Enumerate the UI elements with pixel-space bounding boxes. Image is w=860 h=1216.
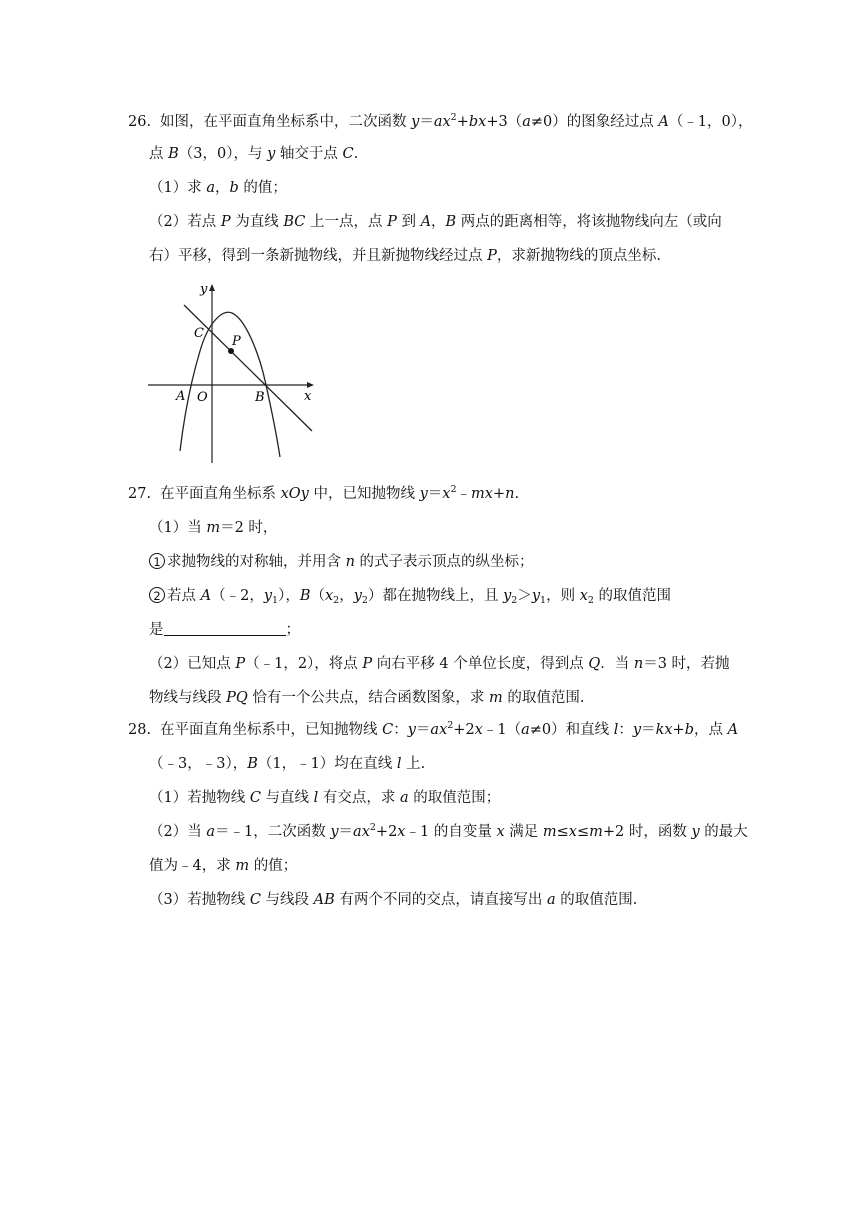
q26-stem-line1: 如图，在平面直角坐标系中，二次函数 $y=ax^2+bx+3(a\ne 0)$的图象经过点 A（﹣1，0）， xyxy=(160,112,753,130)
q28-number: 28. xyxy=(128,722,152,738)
o-label: O xyxy=(197,390,208,405)
q28-part1: （1）若抛物线 C 与直线 l 有交点，求 a 的取值范围； xyxy=(149,790,501,806)
q28-stem-line1: 在平面直角坐标系中，已知抛物线 C：$y=ax^2+2x﹣1(a\ne 0)$和直线 l：y＝kx+b，点 A xyxy=(160,720,739,738)
answer-blank[interactable] xyxy=(164,621,286,636)
q26-figure xyxy=(142,281,322,467)
q26-stem-line2: 点 B（3，0），与 y 轴交于点 C. xyxy=(149,146,359,162)
line-bc xyxy=(184,305,312,431)
q27-part2-line1: （2）已知点 P（﹣1，2），将点 P 向右平移 4 个单位长度，得到点 Q．当 n＝3 时，若抛 xyxy=(149,656,730,672)
a-label: A xyxy=(176,389,186,404)
x-axis-arrow xyxy=(307,382,314,388)
q27-number: 27. xyxy=(128,486,152,502)
answer-suffix: ； xyxy=(285,622,300,638)
q27-sub1: 1 求抛物线的对称轴，并用含 n 的式子表示顶点的纵坐标； xyxy=(149,552,534,572)
q27-part2-line2: 物线与线段 PQ 恰有一个公共点，结合函数图象，求 m 的取值范围. xyxy=(149,690,585,706)
b-label: B xyxy=(255,390,265,405)
c-label: C xyxy=(194,326,204,341)
q28-stem-line2: （﹣3，﹣3），B（1，﹣1）均在直线 l 上. xyxy=(149,756,426,772)
answer-prefix: 是 xyxy=(149,622,164,638)
q27-part1: （1）当 m＝2 时， xyxy=(149,520,278,536)
q26-part1: （1）求 a，b 的值； xyxy=(149,180,287,196)
q28-part2-line1: （2）当 a＝﹣1，二次函数 $y=ax^2+2x﹣1$ 的自变量 x 满足 m≤x≤m+2 时，函数 y 的最大 xyxy=(149,822,748,840)
q26-number: 26. xyxy=(128,114,152,130)
q26-part2-line2: 右）平移，得到一条新抛物线，并且新抛物线经过点 P，求新抛物线的顶点坐标. xyxy=(149,248,661,264)
q28-part3: （3）若抛物线 C 与线段 AB 有两个不同的交点，请直接写出 a 的取值范围. xyxy=(149,892,638,908)
circled-number-1: 1 xyxy=(149,553,165,569)
x-label: x xyxy=(304,389,312,404)
circled-number-2: 2 xyxy=(149,587,165,603)
q27-stem: 在平面直角坐标系 xOy 中，已知抛物线 $y=x^2﹣mx+n$. xyxy=(160,484,520,502)
p-label: P xyxy=(232,334,241,349)
q27-sub2-line2 xyxy=(149,620,300,640)
q26-part2-line1: （2）若点 P 为直线 BC 上一点，点 P 到 A，B 两点的距离相等，将该抛物线向左（或向 xyxy=(149,214,722,230)
y-label: y xyxy=(200,282,208,297)
q28-part2-line2: 值为﹣4，求 m 的值； xyxy=(149,858,298,874)
q27-sub2-line1: 2 若点 A（﹣2，$y_1$），$B(x_2$，$y_2$）都在抛物线上，且 $y_2>y_1$，则 $x_2$ 的取值范围 xyxy=(149,586,671,606)
y-axis-arrow xyxy=(209,284,215,291)
